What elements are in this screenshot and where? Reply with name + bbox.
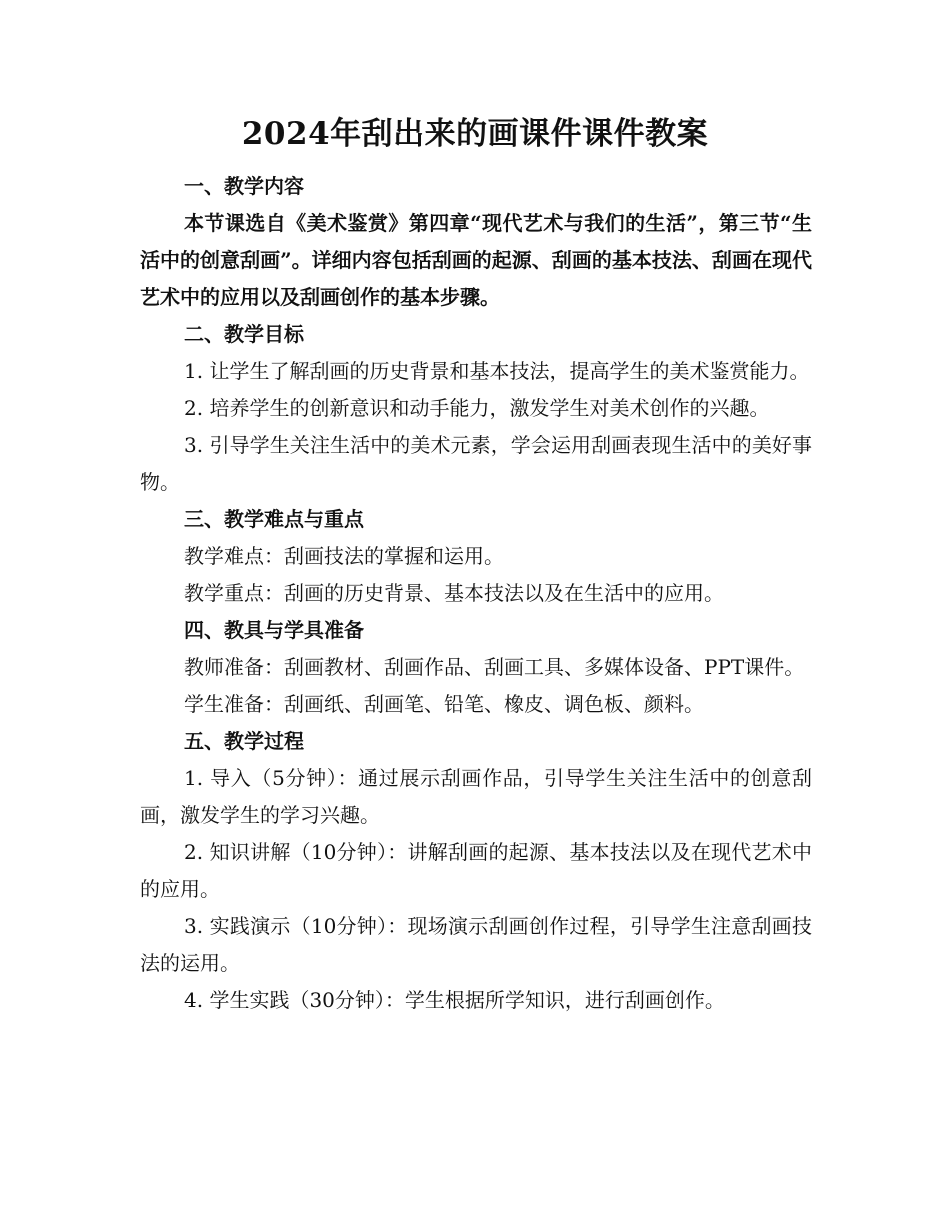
key-point-paragraph: 教学重点：刮画的历史背景、基本技法以及在生活中的应用。 — [184, 581, 724, 605]
goal-item-3: 3. 引导学生关注生活中的美术元素，学会运用刮画表现生活中的美好事物。 — [140, 433, 812, 494]
goal-item-2: 2. 培养学生的创新意识和动手能力，激发学生对美术创作的兴趣。 — [184, 396, 770, 420]
content-paragraph: 本节课选自《美术鉴赏》第四章“现代艺术与我们的生活”，第三节“生活中的创意刮画”。详细内容包括刮画的起源、刮画的基本技法、刮画在现代艺术中的应用以及刮画创作的基本步骤。 — [140, 211, 812, 309]
section-heading-materials: 四、教具与学具准备 — [184, 618, 364, 642]
teacher-materials-paragraph: 教师准备：刮画教材、刮画作品、刮画工具、多媒体设备、PPT课件。 — [184, 655, 805, 679]
process-step-3: 3. 实践演示（10分钟）：现场演示刮画创作过程，引导学生注意刮画技法的运用。 — [140, 914, 812, 975]
document-body — [140, 168, 812, 1019]
process-step-4: 4. 学生实践（30分钟）：学生根据所学知识，进行刮画创作。 — [184, 988, 725, 1012]
goal-item-1: 1. 让学生了解刮画的历史背景和基本技法，提高学生的美术鉴赏能力。 — [184, 359, 810, 383]
section-heading-goals: 二、教学目标 — [184, 322, 304, 346]
section-heading-difficulties: 三、教学难点与重点 — [184, 507, 364, 531]
process-step-1: 1. 导入（5分钟）：通过展示刮画作品，引导学生关注生活中的创意刮画，激发学生的学习兴趣。 — [140, 766, 812, 827]
section-heading-content: 一、教学内容 — [184, 174, 304, 198]
difficulty-paragraph: 教学难点：刮画技法的掌握和运用。 — [184, 544, 504, 568]
section-heading-process: 五、教学过程 — [184, 729, 304, 753]
process-step-2: 2. 知识讲解（10分钟）：讲解刮画的起源、基本技法以及在现代艺术中的应用。 — [140, 840, 812, 901]
document-title: 2024年刮出来的画课件课件教案 — [241, 116, 709, 152]
student-materials-paragraph: 学生准备：刮画纸、刮画笔、铅笔、橡皮、调色板、颜料。 — [184, 692, 704, 716]
